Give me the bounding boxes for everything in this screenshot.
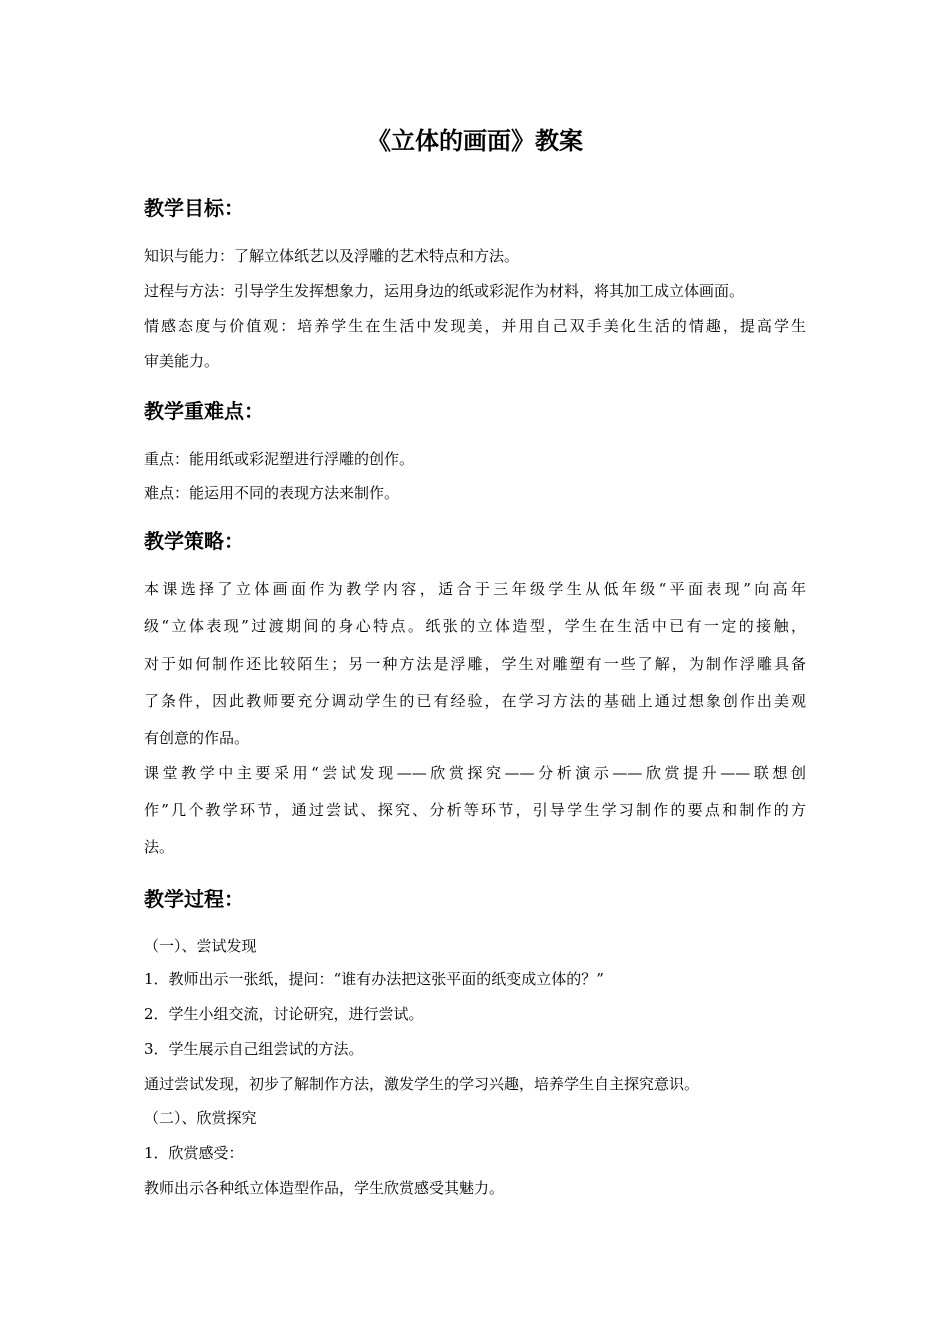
objective-attitude-line1: 情感态度与价值观：培养学生在生活中发现美，并用自己双手美化生活的情趣，提高学生 (144, 317, 806, 335)
strategy-heading: 教学策略： (144, 529, 244, 553)
key-points-heading: 教学重难点： (144, 399, 264, 423)
step2: 2．学生小组交流，讨论研究，进行尝试。 (144, 1005, 424, 1023)
sub1-text: 教师出示各种纸立体造型作品，学生欣赏感受其魅力。 (144, 1179, 505, 1197)
strategy-para1-line1: 本课选择了立体画面作为教学内容，适合于三年级学生从低年级“平面表现”向高年 (144, 580, 806, 598)
objectives-heading: 教学目标： (144, 196, 244, 220)
key-point: 重点：能用纸或彩泥塑进行浮雕的创作。 (144, 450, 415, 468)
process-heading: 教学过程： (144, 887, 244, 911)
objective-attitude-line2: 审美能力。 (144, 352, 220, 370)
strategy-para1-line3: 对于如何制作还比较陌生；另一种方法是浮雕，学生对雕塑有一些了解，为制作浮雕具备 (144, 655, 806, 673)
objective-knowledge: 知识与能力：了解立体纸艺以及浮雕的艺术特点和方法。 (144, 247, 520, 265)
strategy-para1-line5: 有创意的作品。 (144, 729, 250, 747)
objective-process: 过程与方法：引导学生发挥想象力，运用身边的纸或彩泥作为材料，将其加工成立体画面。 (144, 282, 745, 300)
strategy-para2-line1: 课堂教学中主要采用“尝试发现——欣赏探究——分析演示——欣赏提升——联想创 (144, 764, 806, 782)
strategy-para1-line4: 了条件，因此教师要充分调动学生的已有经验，在学习方法的基础上通过想象创作出美观 (144, 692, 806, 710)
step1: 1．教师出示一张纸，提问：“谁有办法把这张平面的纸变成立体的？” (144, 970, 604, 988)
summary1: 通过尝试发现，初步了解制作方法，激发学生的学习兴趣，培养学生自主探究意识。 (144, 1075, 700, 1093)
strategy-para2-line2: 作”几个教学环节，通过尝试、探究、分析等环节，引导学生学习制作的要点和制作的方 (144, 801, 806, 819)
strategy-para1-line2: 级“立体表现”过渡期间的身心特点。纸张的立体造型，学生在生活中已有一定的接触， (144, 617, 806, 635)
difficulty-point: 难点：能运用不同的表现方法来制作。 (144, 484, 400, 502)
sub1-title: 1．欣赏感受： (144, 1144, 244, 1162)
section2-title: （二）、欣赏探究 (144, 1109, 257, 1127)
section1-title: （一）、尝试发现 (144, 937, 257, 955)
page-title: 《立体的画面》教案 (367, 127, 583, 155)
strategy-para2-line3: 法。 (144, 838, 175, 856)
step3: 3．学生展示自己组尝试的方法。 (144, 1040, 364, 1058)
